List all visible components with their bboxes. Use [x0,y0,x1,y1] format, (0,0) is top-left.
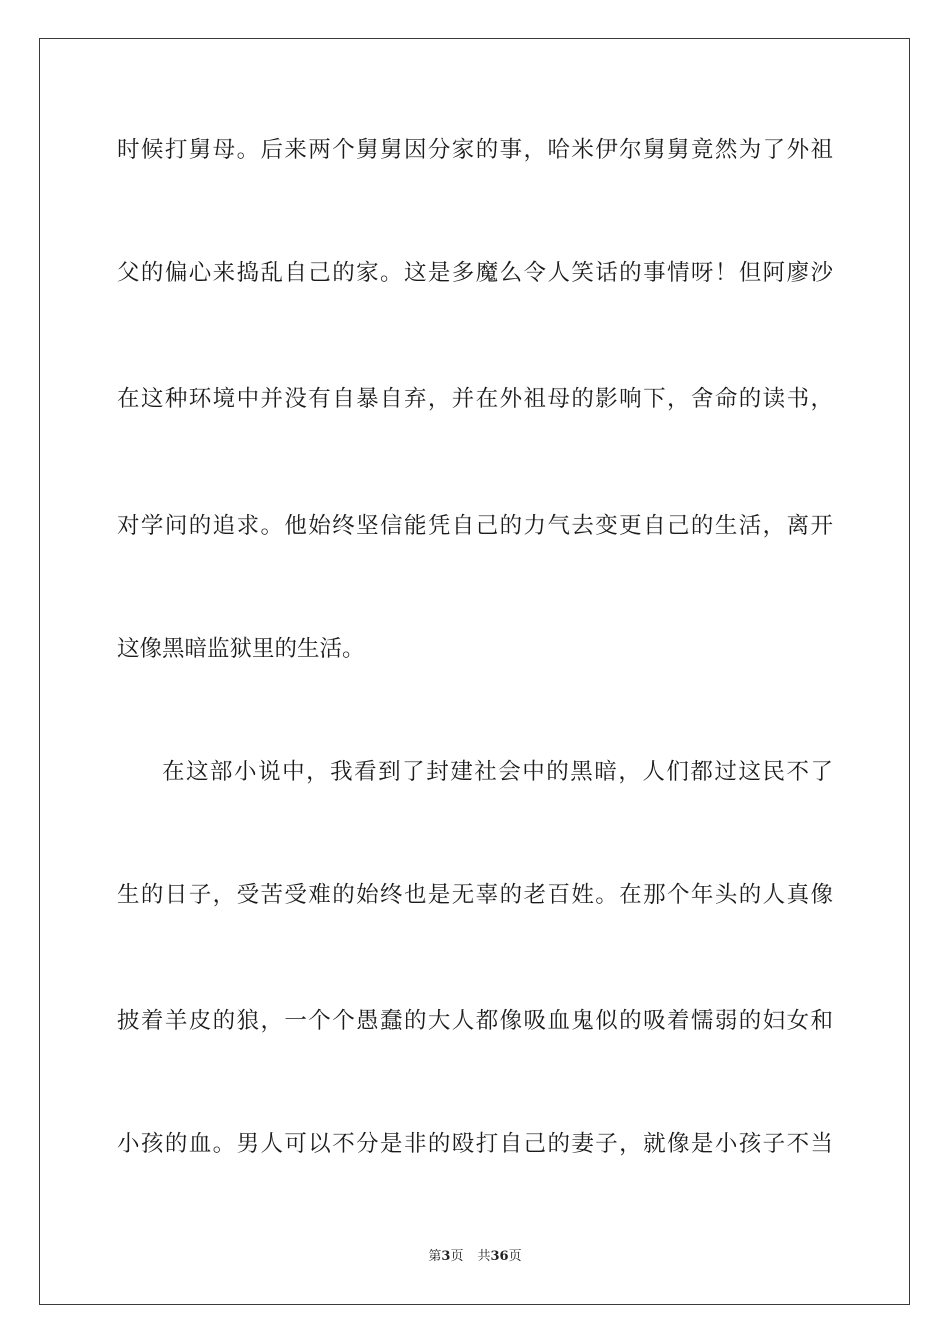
body-line-1: 时候打舅母。后来两个舅舅因分家的事，哈米伊尔舅舅竟然为了外祖 [117,137,833,163]
body-line-8: 披着羊皮的狼，一个个愚蠢的大人都像吸血鬼似的吸着懦弱的妇女和 [117,1008,833,1034]
body-line-5: 这像黑暗监狱里的生活。 [117,636,365,662]
body-line-4: 对学问的追求。他始终坚信能凭自己的力气去变更自己的生活，离开 [117,513,833,539]
body-line-3: 在这种环境中并没有自暴自弃，并在外祖母的影响下，舍命的读书， [117,386,833,412]
page-border [39,38,910,1305]
page-footer [0,1247,950,1267]
total-prefix: 共 [477,1249,491,1264]
current-page-number: 3 [441,1249,451,1264]
page-suffix: 页 [450,1249,464,1264]
total-suffix: 页 [508,1249,522,1264]
body-line-9: 小孩的血。男人可以不分是非的殴打自己的妻子，就像是小孩子不当 [117,1131,833,1157]
paragraph-2-first-line: 在这部小说中，我看到了封建社会中的黑暗，人们都过这民不了 [162,759,833,785]
body-line-7: 生的日子，受苦受难的始终也是无辜的老百姓。在那个年头的人真像 [117,882,833,908]
body-line-2: 父的偏心来捣乱自己的家。这是多魔么令人笑话的事情呀！但阿廖沙 [117,260,833,286]
total-page-count: 36 [490,1249,509,1264]
page-prefix: 第 [428,1249,442,1264]
